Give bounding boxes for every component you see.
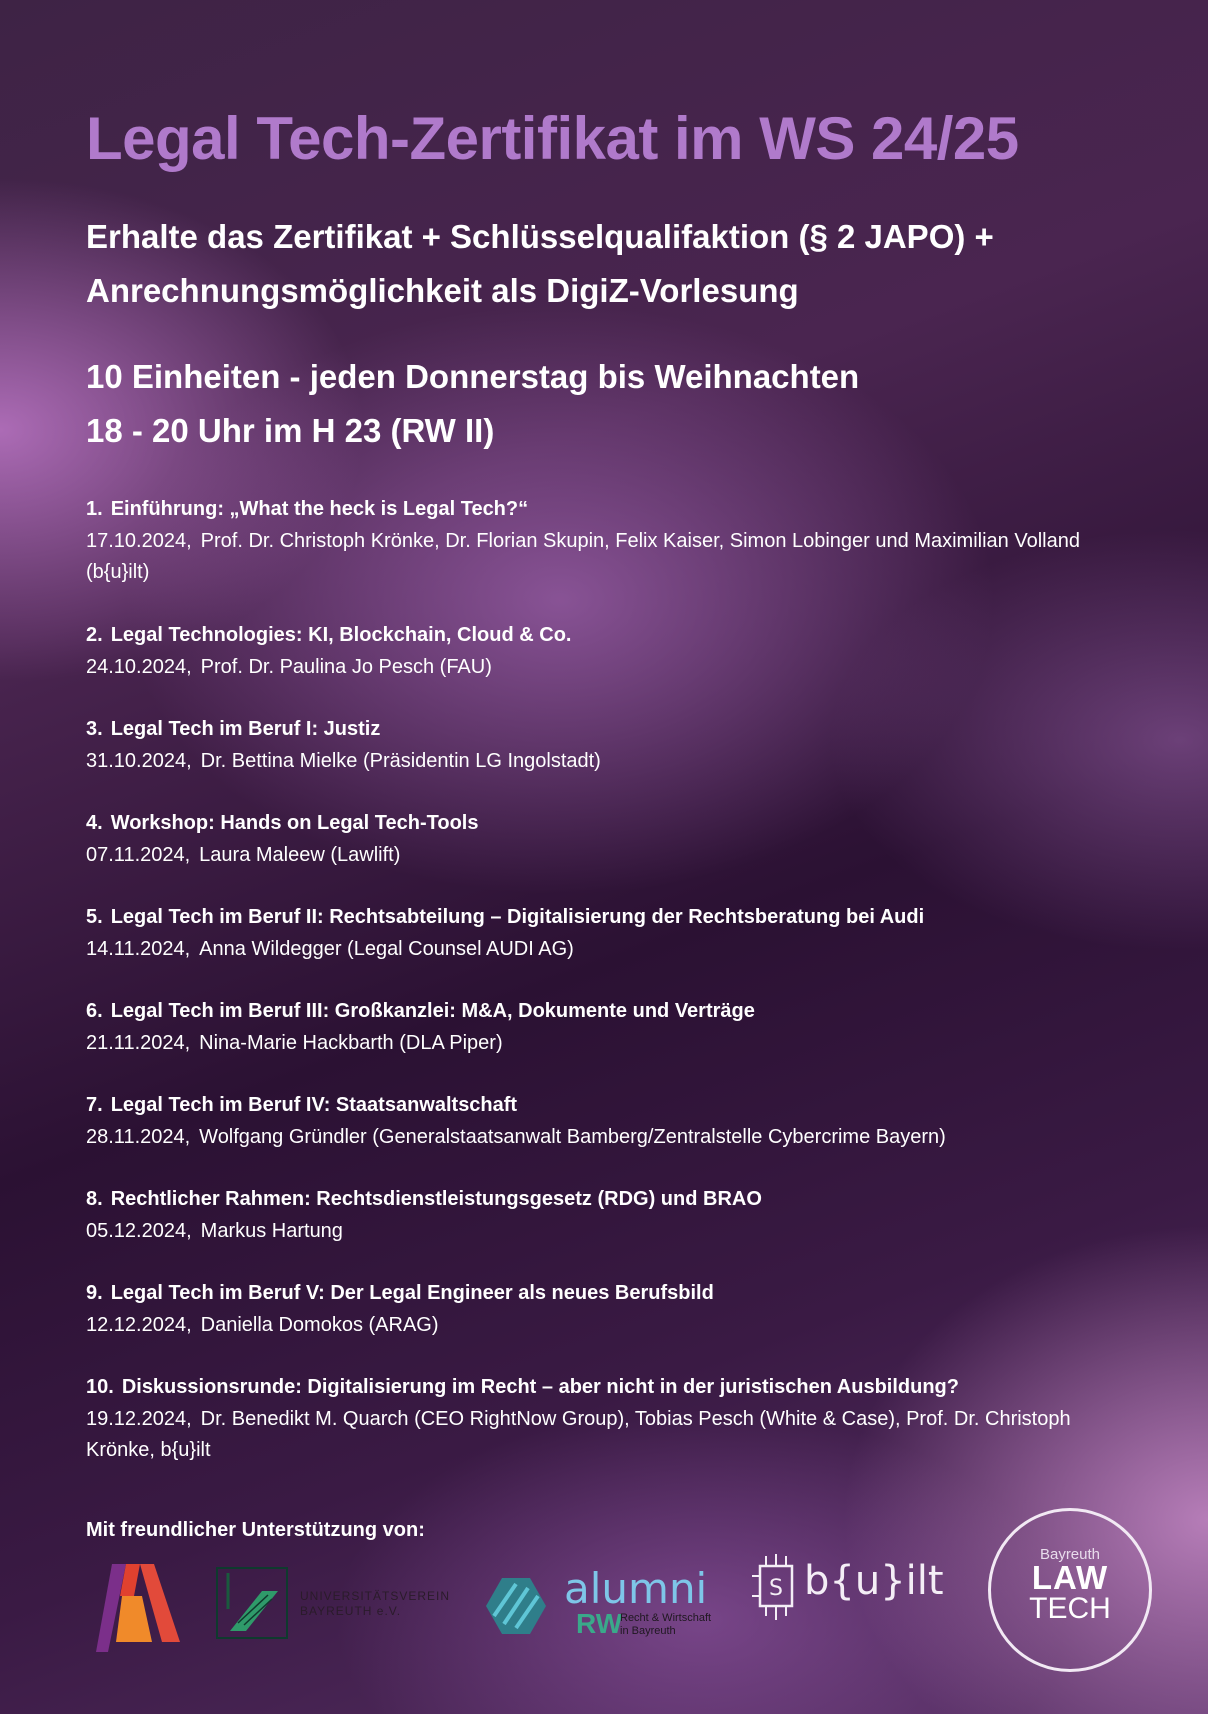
lawtech-law: LAW [1031,1559,1109,1596]
session-title: Legal Tech im Beruf I: Justiz [110,718,381,740]
alumni-subtitle: Recht & Wirtschaft in Bayreuth [620,1612,712,1637]
lawtech-tech: TECH [1029,1592,1111,1625]
alumni-wordmark: alumni [564,1564,708,1613]
session-item [86,494,1136,620]
sponsor-logo-built [752,1548,942,1628]
session-title: Diskussionsrunde: Digitalisierung im Recht – aber nicht in der juristischen Ausbildung? [121,1376,959,1398]
session-date: 05.12.2024, [86,1219,192,1242]
session-item [86,996,1136,1090]
sponsor-logo-lawtech [988,1508,1152,1672]
session-number: 2. [86,624,103,646]
session-date: 14.11.2024, [86,937,191,960]
schedule-time-room: 18 - 20 Uhr im H 23 (RW II) [86,412,495,449]
sponsor-logo-a [96,1556,180,1652]
session-speakers: Prof. Dr. Christoph Krönke, Dr. Florian Skupin, Felix Kaiser, Simon Lobinger und Maximilian Volland (b{u}ilt) [86,529,1080,583]
session-number: 4. [86,812,103,834]
session-speakers: Wolfgang Gründler (Generalstaatsanwalt Bamberg/Zentralstelle Cybercrime Bayern) [199,1125,946,1148]
session-speakers: Prof. Dr. Paulina Jo Pesch (FAU) [200,655,492,678]
session-speakers: Dr. Benedikt M. Quarch (CEO RightNow Group), Tobias Pesch (White & Case), Prof. Dr. Christoph Krönke, b{u}ilt [86,1407,1071,1461]
session-title: Einführung: „What the heck is Legal Tech?“ [110,498,529,520]
session-date: 07.11.2024, [86,843,191,866]
session-speakers: Laura Maleew (Lawlift) [199,843,401,866]
session-date: 31.10.2024, [86,749,192,772]
session-speakers: Daniella Domokos (ARAG) [200,1313,439,1336]
schedule-info [86,350,1146,458]
session-number: 9. [86,1282,103,1304]
built-wordmark: b{u}ilt [804,1558,944,1604]
session-title: Legal Tech im Beruf III: Großkanzlei: M&A, Dokumente und Verträge [110,1000,755,1022]
support-label: Mit freundlicher Unterstützung von: [86,1519,425,1541]
session-item [86,620,1136,714]
lawtech-city: Bayreuth [1039,1546,1101,1563]
chip-icon [752,1552,800,1624]
session-item [86,808,1136,902]
session-date: 12.12.2024, [86,1313,192,1336]
poster-title: Legal Tech-Zertifikat im WS 24/25 [86,105,1019,172]
session-number: 6. [86,1000,103,1022]
session-title: Legal Technologies: KI, Blockchain, Cloud & Co. [110,624,572,646]
session-item [86,1184,1136,1278]
session-number: 3. [86,718,103,740]
svg-text:S: S [769,1576,783,1601]
session-number: 10. [86,1376,114,1398]
schedule-units: 10 Einheiten - jeden Donnerstag bis Weihnachten [86,358,860,395]
session-item [86,714,1136,808]
universitaetsverein-name: UNIVERSITÄTSVEREIN BAYREUTH e.V. [300,1589,451,1618]
session-item [86,1278,1136,1372]
session-number: 5. [86,906,103,928]
session-date: 19.12.2024, [86,1407,192,1430]
session-speakers: Anna Wildegger (Legal Counsel AUDI AG) [199,937,574,960]
session-number: 7. [86,1094,103,1116]
session-title: Legal Tech im Beruf V: Der Legal Engineer als neues Berufsbild [110,1282,714,1304]
session-date: 28.11.2024, [86,1125,191,1148]
session-title: Rechtlicher Rahmen: Rechtsdienstleistungsgesetz (RDG) und BRAO [110,1188,762,1210]
session-title: Legal Tech im Beruf IV: Staatsanwaltschaft [110,1094,518,1116]
session-number: 1. [86,498,103,520]
session-date: 21.11.2024, [86,1031,191,1054]
session-date: 17.10.2024, [86,529,192,552]
session-item [86,1090,1136,1184]
poster-subtitle: Erhalte das Zertifikat + Schlüsselqualifaktion (§ 2 JAPO) + Anrechnungsmöglichkeit als DigiZ-Vorlesung [86,218,994,309]
letter-a-logo-icon [96,1556,180,1652]
session-date: 24.10.2024, [86,655,192,678]
session-title: Legal Tech im Beruf II: Rechtsabteilung – Digitalisierung der Rechtsberatung bei Audi [110,906,925,928]
session-number: 8. [86,1188,103,1210]
session-title: Workshop: Hands on Legal Tech-Tools [110,812,479,834]
session-list [86,494,1136,1466]
universitaetsverein-emblem-icon [216,1567,288,1639]
session-item [86,1372,1136,1466]
sponsor-logo-alumni [480,1564,720,1644]
session-speakers: Markus Hartung [200,1219,343,1242]
alumni-rw: RW [576,1608,623,1639]
session-speakers: Nina-Marie Hackbarth (DLA Piper) [199,1031,503,1054]
sponsor-logo-universitaetsverein [216,1567,466,1643]
alumni-hexagon-icon [480,1570,552,1642]
session-item [86,902,1136,996]
session-speakers: Dr. Bettina Mielke (Präsidentin LG Ingolstadt) [200,749,601,772]
